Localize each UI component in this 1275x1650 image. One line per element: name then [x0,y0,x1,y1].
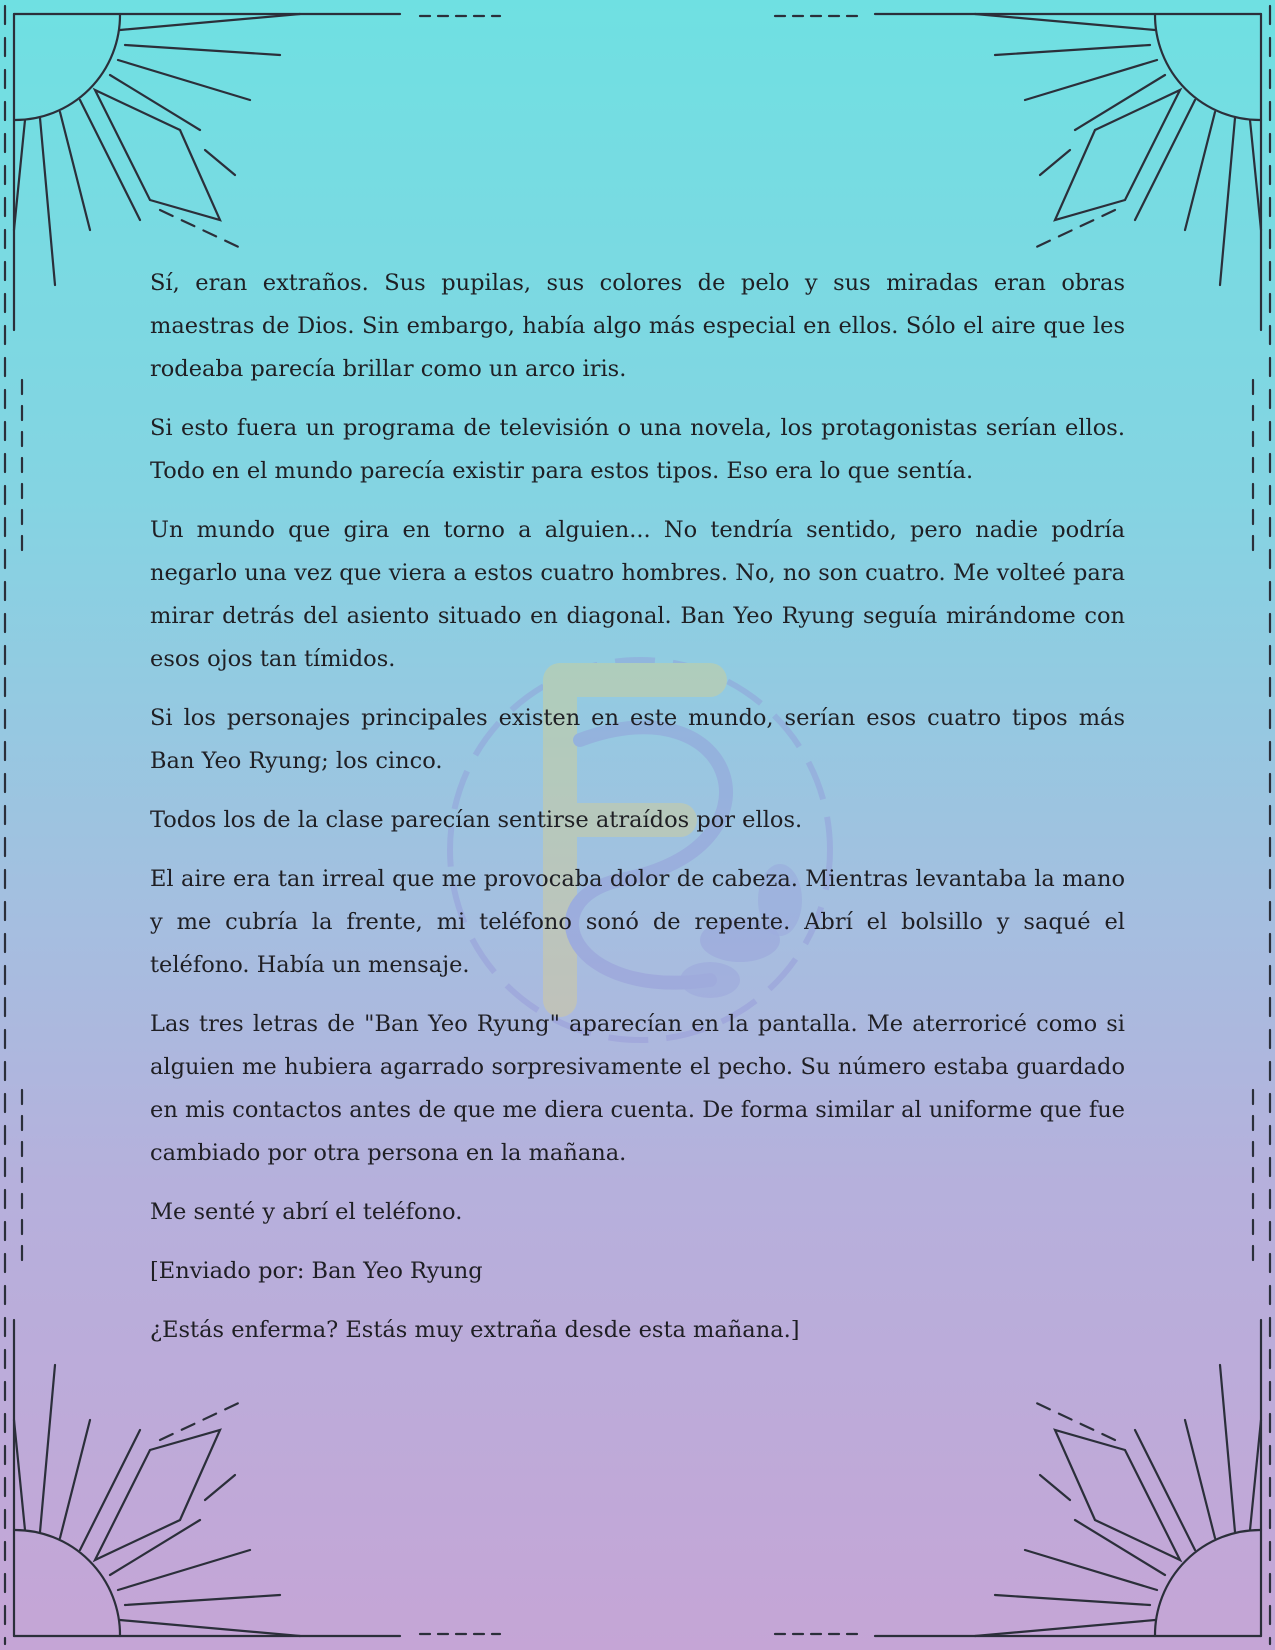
paragraph: Si los personajes principales existen en este mundo, serían esos cuatro tipos más Ban Yeo Ryung; los cinco. [150,705,1125,774]
sunburst-bottom-right [975,1365,1261,1636]
paragraph: Un mundo que gira en torno a alguien... No tendría sentido, pero nadie podría negarlo una vez que viera a estos cuatro hombres. No, no son cuatro. Me volteé para mirar detrás del asiento situado en diagonal. Ban Yeo Ryung seguía mirándome con esos ojos tan tímidos. [150,517,1125,672]
paragraph: Las tres letras de "Ban Yeo Ryung" aparecían en la pantalla. Me aterroricé como si alguien me hubiera agarrado sorpresivamente el pecho. Su número estaba guardado en mis contactos antes de que me diera cuenta. De forma similar al uniforme que fue cambiado por otra persona en la mañana. [150,1011,1125,1166]
paragraph: Sí, eran extraños. Sus pupilas, sus colores de pelo y sus miradas eran obras maestras de Dios. Sin embargo, había algo más especial en ellos. Sólo el aire que les rodeaba parecía brillar como un arco iris. [150,270,1125,382]
paragraph: Me senté y abrí el teléfono. [150,1199,463,1225]
message-body: ¿Estás enferma? Estás muy extraña desde esta mañana.] [150,1317,800,1343]
sunburst-bottom-left [14,1365,300,1636]
paragraph: El aire era tan irreal que me provocaba dolor de cabeza. Mientras levantaba la mano y me cubría la frente, mi teléfono sonó de repente. Abrí el bolsillo y saqué el teléfono. Había un mensaje. [150,866,1125,978]
paragraph: Todos los de la clase parecían sentirse atraídos por ellos. [150,807,803,833]
message-header: [Enviado por: Ban Yeo Ryung [150,1258,483,1284]
sunburst-top-left [14,14,300,285]
sunburst-top-right [975,14,1261,285]
document-body [150,262,1125,1368]
paragraph: Si esto fuera un programa de televisión o una novela, los protagonistas serían ellos. Todo en el mundo parecía existir para estos tipos. Eso era lo que sentía. [150,415,1125,484]
